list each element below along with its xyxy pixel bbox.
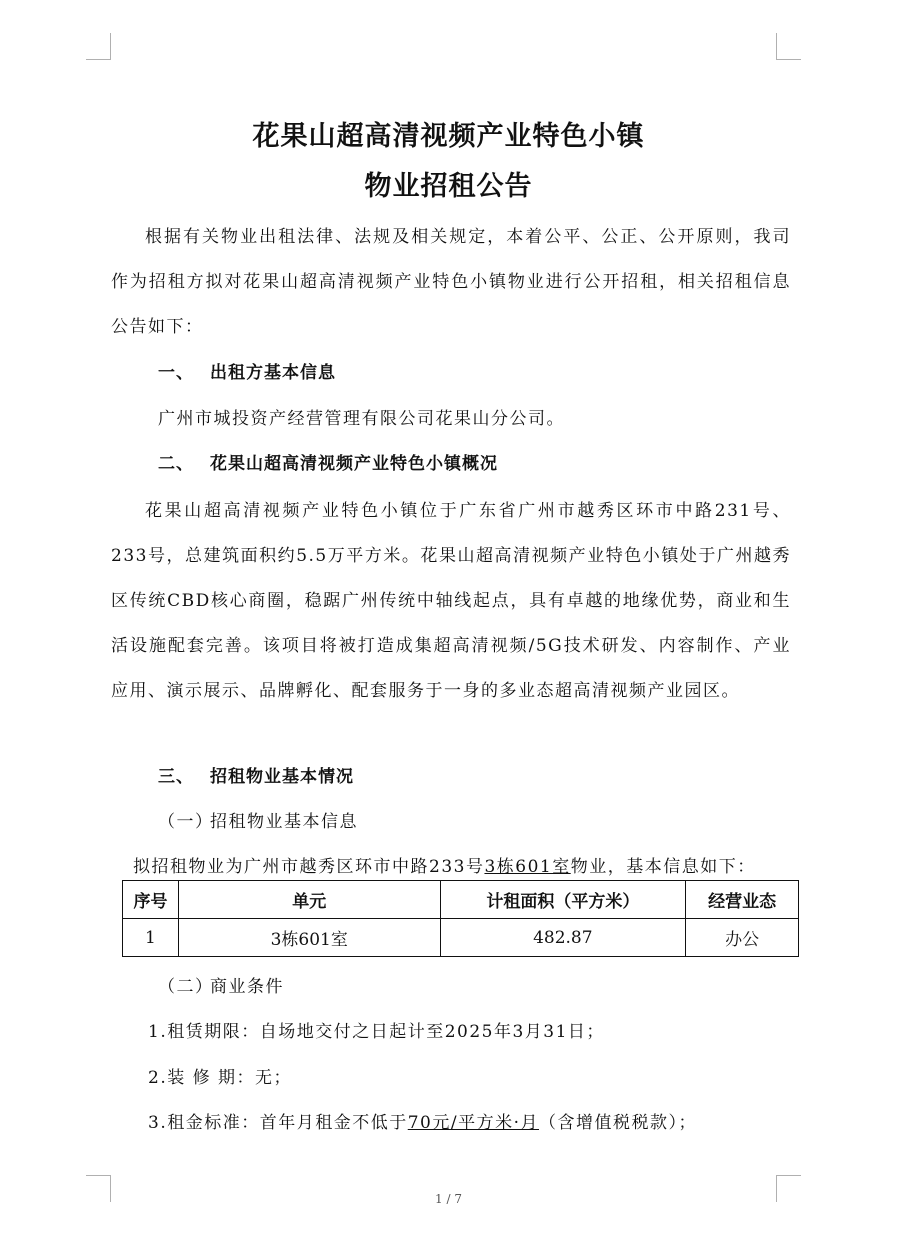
intro-paragraph: 根据有关物业出租法律、法规及相关规定，本着公平、公正、公开原则，我司作为招租方拟对花果山超高清视频产业特色小镇物业进行公开招租，相关招租信息公告如下： <box>111 227 791 337</box>
property-unit-underlined: 3栋601室 <box>484 857 571 877</box>
table-cell-usage: 办公 <box>686 919 799 957</box>
rent-amount-underlined: 70元/平方米·月 <box>407 1113 539 1133</box>
section-1-number: 一、 <box>158 363 194 383</box>
section-2-heading <box>158 449 498 474</box>
section-3-title: 招租物业基本情况 <box>210 767 354 787</box>
table-header-cell: 单元 <box>178 881 440 919</box>
section-1-title: 出租方基本信息 <box>210 363 336 383</box>
document-title-line2: 物业招租公告 <box>364 171 533 202</box>
section-2-body: 花果山超高清视频产业特色小镇位于广东省广州市越秀区环市中路231号、233号，总建筑面积约5.5万平方米。花果山超高清视频产业特色小镇处于广州越秀区传统CBD核心商圈，稳踞广州传统中轴线起点，具有卓越的地缘优势，商业和生活设施配套完善。该项目将被打造成集超高清视频/5G技术研发、内容制作、产业应用、演示展示、品牌孵化、配套服务于一身的多业态超高清视频产业园区。 <box>111 501 791 701</box>
section-2-number: 二、 <box>158 454 194 474</box>
section-1-heading <box>158 358 336 383</box>
corner-mark-top-left <box>86 33 111 60</box>
subsection-2-heading <box>158 972 284 997</box>
rent-tax-note: （含增值税税款）； <box>539 1113 697 1133</box>
document-title-line1: 花果山超高清视频产业特色小镇 <box>252 121 645 152</box>
table-cell-unit: 3栋601室 <box>178 919 440 957</box>
section-3-number: 三、 <box>158 767 194 787</box>
property-intro-text: 物业，基本信息如下： <box>570 857 756 877</box>
property-address-text: 拟招租物业为广州市越秀区环市中路233号 <box>133 857 485 877</box>
table-cell-area: 482.87 <box>440 919 686 957</box>
section-3-heading <box>158 762 354 787</box>
rent-label-text: 3.租金标准：首年月租金不低于 <box>148 1113 408 1133</box>
page-number: 1 / 7 <box>435 1192 462 1206</box>
table-cell-index: 1 <box>123 919 179 957</box>
table-header-row <box>123 881 799 919</box>
table-row <box>123 919 799 957</box>
table-header-cell: 经营业态 <box>686 881 799 919</box>
subsection-1-heading <box>158 807 358 832</box>
table-header-cell: 计租面积（平方米） <box>440 881 686 919</box>
subsection-2-title: 商业条件 <box>210 977 284 997</box>
section-1-body: 广州市城投资产经营管理有限公司花果山分公司。 <box>158 409 565 429</box>
corner-mark-top-right <box>776 33 801 60</box>
subsection-1-body <box>133 852 756 877</box>
condition-renovation: 2.装 修 期：无； <box>148 1068 293 1088</box>
condition-lease-term: 1.租赁期限：自场地交付之日起计至2025年3月31日； <box>148 1022 605 1042</box>
table-header-cell: 序号 <box>123 881 179 919</box>
property-table <box>122 880 799 957</box>
subsection-2-number: （二） <box>158 977 214 997</box>
subsection-1-title: 招租物业基本信息 <box>210 812 358 832</box>
condition-rent <box>148 1108 697 1133</box>
subsection-1-number: （一） <box>158 812 214 832</box>
section-2-title: 花果山超高清视频产业特色小镇概况 <box>210 454 498 474</box>
